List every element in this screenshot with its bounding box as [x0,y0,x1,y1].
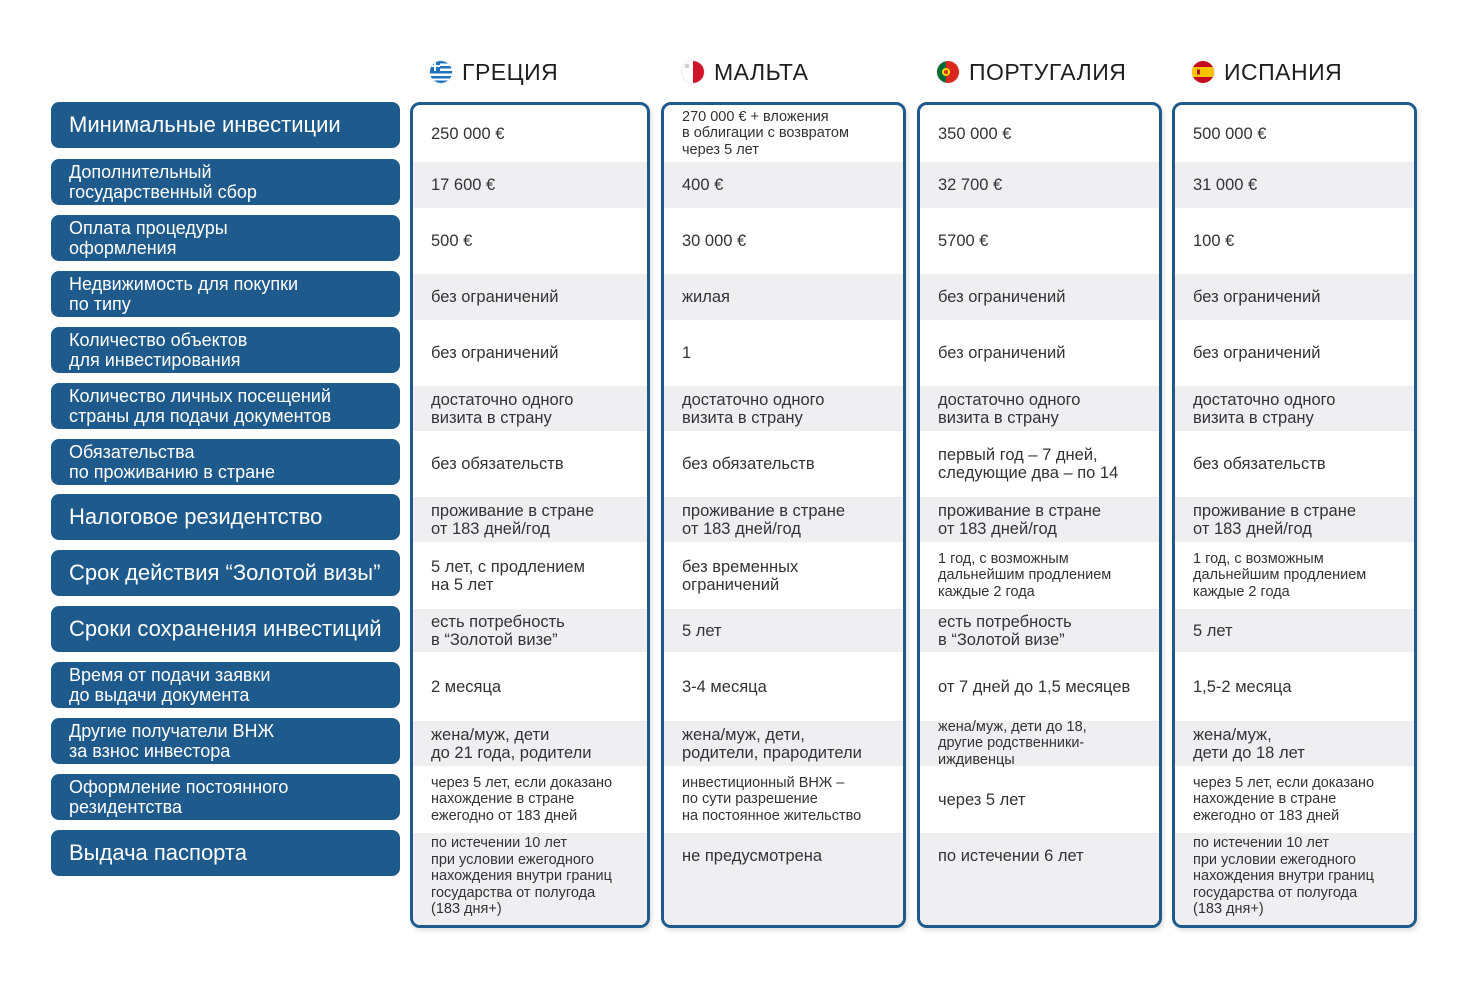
table-cell: 500 000 € [1193,124,1267,143]
country-header-greece [430,56,558,88]
table-cell: через 5 лет [938,790,1026,809]
column-greece [410,102,650,928]
table-cell: 270 000 € + вложения в облигации с возвратом через 5 лет [682,108,849,158]
row-label: Количество объектов для инвестирования [51,327,400,373]
table-cell: 31 000 € [1175,162,1414,208]
table-cell: без обязательств [431,455,564,473]
table-cell: 1 год, с возможным дальнейшим продлением каждые 2 года [1193,550,1367,600]
table-cell: 17 600 € [413,162,647,208]
table-cell: без ограничений [1175,274,1414,320]
table-cell: проживание в стране от 183 дней/год [664,497,903,542]
table-cell: жена/муж, дети до 18, другие родственники- иждивенцы [920,721,1159,766]
table-cell: есть потребность в “Золотой визе” [920,609,1159,652]
row-label: Минимальные инвестиции [51,102,400,148]
table-cell: достаточно одного визита в страну [413,386,647,431]
table-cell: без ограничений [413,274,647,320]
row-label: Срок действия “Золотой визы” [51,550,400,596]
table-cell: 1,5-2 месяца [1193,677,1292,696]
column-spain [1172,102,1417,928]
table-cell: 30 000 € [682,232,747,250]
row-label: Выдача паспорта [51,830,400,876]
table-cell: через 5 лет, если доказано нахождение в стране ежегодно от 183 дней [1193,774,1375,824]
row-label: Налоговое резидентство [51,494,400,540]
table-cell: достаточно одного визита в страну [1175,386,1414,431]
column-portugal [917,102,1162,928]
table-cell: без ограничений [920,274,1159,320]
portugal-flag-icon [937,61,959,83]
table-cell: проживание в стране от 183 дней/год [1175,497,1414,542]
country-header-malta [682,56,809,88]
table-cell: 100 € [1193,232,1235,250]
table-cell: от 7 дней до 1,5 месяцев [938,677,1131,696]
table-cell: 350 000 € [938,124,1012,143]
table-cell: по истечении 6 лет [920,833,1159,928]
table-cell: 3-4 месяца [682,677,767,696]
table-cell: 5 лет, с продлением на 5 лет [431,557,585,594]
table-cell: первый год – 7 дней, следующие два – по 14 [938,446,1119,482]
table-cell: 5700 € [938,232,989,250]
table-cell: без ограничений [938,344,1066,362]
row-label: Оплата процедуры оформления [51,215,400,261]
country-name: ПОРТУГАЛИЯ [969,58,1127,85]
table-cell: без ограничений [431,344,559,362]
table-cell: жена/муж, дети до 18 лет [1175,721,1414,766]
table-cell: по истечении 10 лет при условии ежегодного нахождения внутри границ государства от полугода (183 дня+) [413,833,647,928]
table-cell: без временных ограничений [682,557,799,594]
table-cell: 2 месяца [431,677,502,696]
country-name: ИСПАНИЯ [1224,58,1343,85]
row-label: Обязательства по проживанию в стране [51,439,400,485]
country-header-portugal [937,56,1126,88]
table-cell: 250 000 € [431,124,505,143]
row-label: Сроки сохранения инвестиций [51,606,400,652]
table-cell: по истечении 10 лет при условии ежегодного нахождения внутри границ государства от полугода (183 дня+) [1175,833,1414,928]
table-cell: не предусмотрена [664,833,903,928]
malta-flag-icon [682,61,704,83]
table-cell: без обязательств [1193,455,1326,473]
row-label: Недвижимость для покупки по типу [51,271,400,317]
table-cell: жена/муж, дети, родители, прародители [664,721,903,766]
table-cell: проживание в стране от 183 дней/год [920,497,1159,542]
table-cell: без ограничений [1193,344,1321,362]
table-cell: 32 700 € [920,162,1159,208]
country-name: МАЛЬТА [714,58,809,85]
table-cell: 5 лет [1175,609,1414,652]
table-cell: 500 € [431,232,473,250]
row-label: Количество личных посещений страны для подачи документов [51,383,400,429]
spain-flag-icon [1192,61,1214,83]
table-cell: 5 лет [664,609,903,652]
column-malta [661,102,906,928]
table-cell: достаточно одного визита в страну [920,386,1159,431]
country-name: ГРЕЦИЯ [462,58,559,85]
table-cell: достаточно одного визита в страну [664,386,903,431]
table-cell: 1 [682,344,692,362]
table-cell: инвестиционный ВНЖ – по сути разрешение на постоянное жительство [682,774,862,824]
table-cell: жилая [664,274,903,320]
table-cell: жена/муж, дети до 21 года, родители [413,721,647,766]
country-header-spain [1192,56,1342,88]
table-cell: 1 год, с возможным дальнейшим продлением каждые 2 года [938,550,1112,600]
table-cell: 400 € [664,162,903,208]
row-label: Другие получатели ВНЖ за взнос инвестора [51,718,400,764]
greece-flag-icon [430,61,452,83]
table-cell: через 5 лет, если доказано нахождение в стране ежегодно от 183 дней [431,774,613,824]
table-cell: есть потребность в “Золотой визе” [413,609,647,652]
row-label: Дополнительный государственный сбор [51,159,400,205]
row-label: Время от подачи заявки до выдачи документа [51,662,400,708]
row-label: Оформление постоянного резидентства [51,774,400,820]
table-cell: проживание в стране от 183 дней/год [413,497,647,542]
table-cell: без обязательств [682,455,815,473]
